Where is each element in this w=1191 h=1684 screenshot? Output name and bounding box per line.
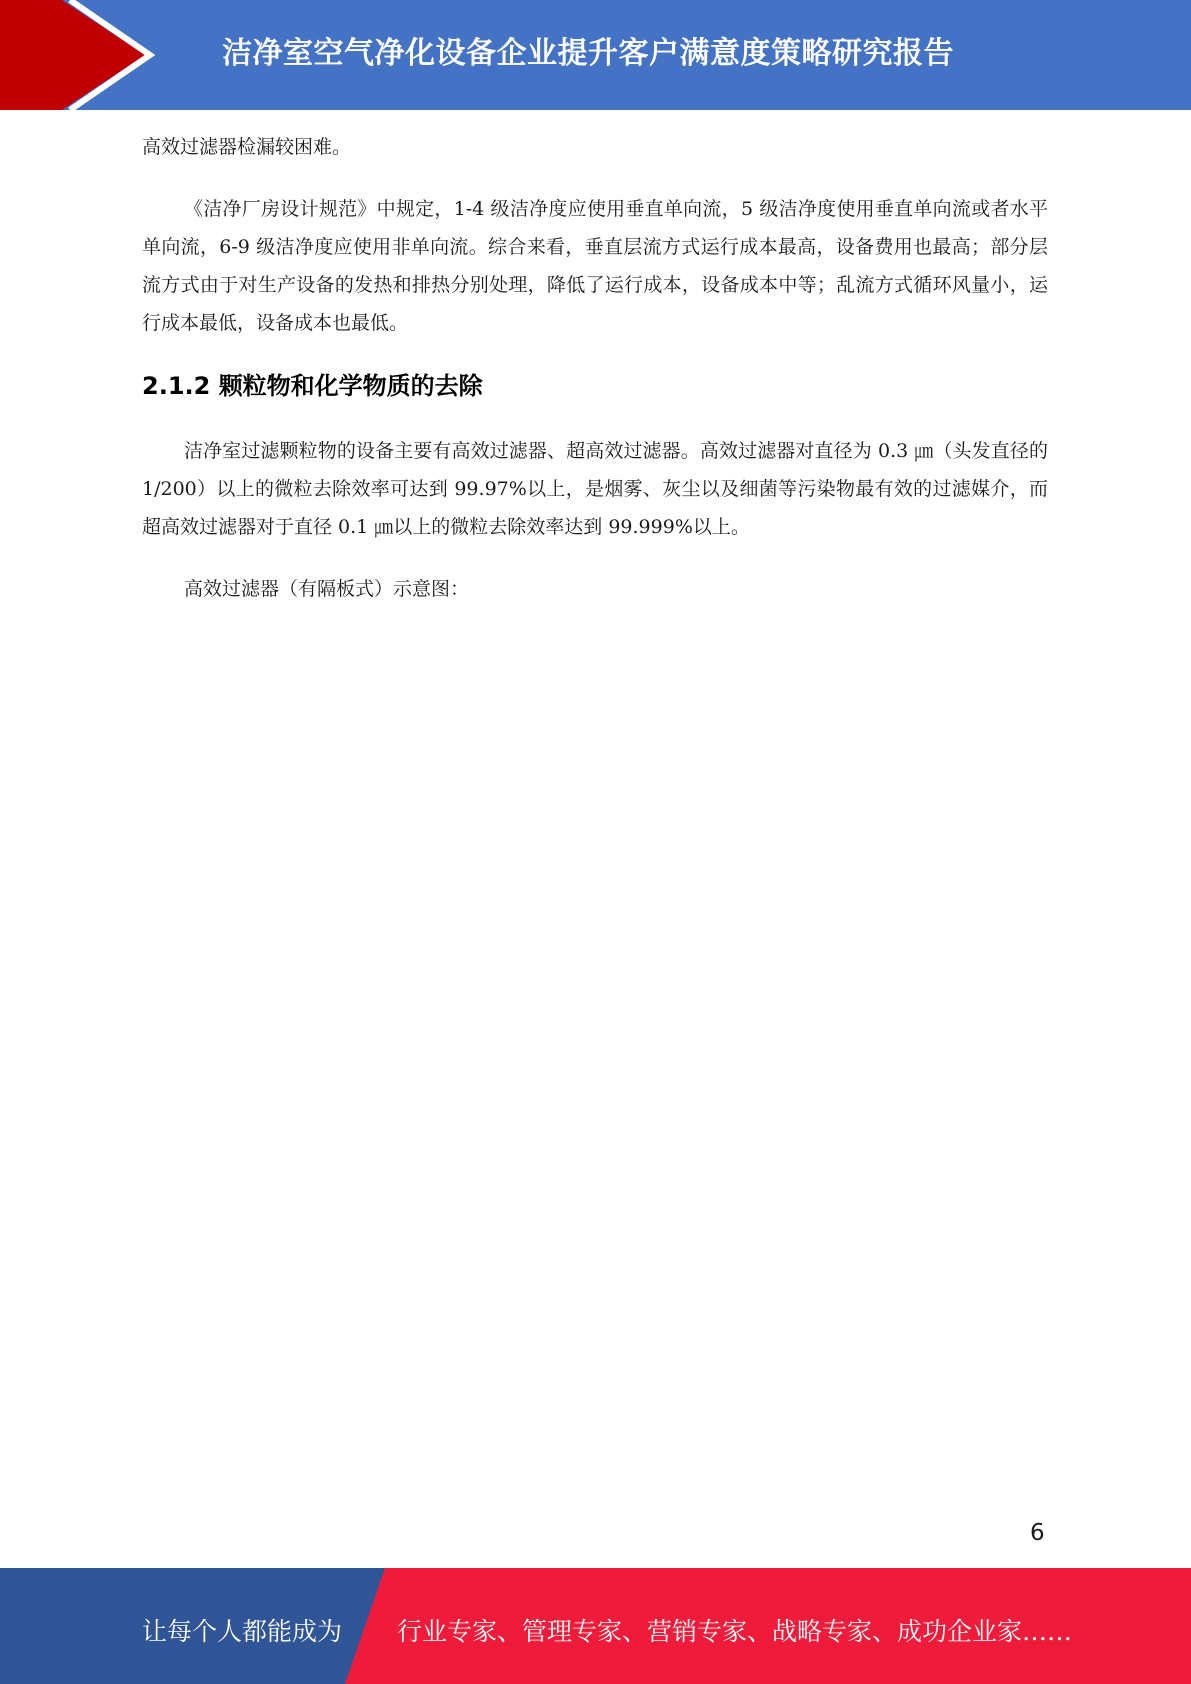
page-content (142, 128, 1048, 632)
body-paragraph-1: 高效过滤器检漏较困难。 (142, 136, 352, 158)
page-number: 6 (1030, 1520, 1045, 1546)
report-title: 洁净室空气净化设备企业提升客户满意度策略研究报告 (222, 36, 954, 71)
figure-caption: 高效过滤器（有隔板式）示意图： (184, 578, 470, 600)
page-header (0, 0, 1191, 110)
body-paragraph-2: 《洁净厂房设计规范》中规定，1-4 级洁净度应使用垂直单向流，5 级洁净度使用垂直单向流或者水平单向流，6-9 级洁净度应使用非单向流。综合来看，垂直层流方式运行成本最高，设备费用也最高；部分层流方式由于对生产设备的发热和排热分别处理，降低了运行成本，设备成本中等；乱流方式循环风量小，运行成本最低，设备成本也最低。 (142, 198, 1048, 334)
header-arrow-decoration (0, 0, 160, 110)
body-paragraph-3: 洁净室过滤颗粒物的设备主要有高效过滤器、超高效过滤器。高效过滤器对直径为 0.3 ㎛（头发直径的 1/200）以上的微粒去除效率可达到 99.97%以上，是烟雾、灰尘以及细菌等污染物最有效的过滤媒介，而超高效过滤器对于直径 0.1 ㎛以上的微粒去除效率达到 99.999%以上。 (142, 440, 1048, 538)
footer-slogan-right: 行业专家、管理专家、营销专家、战略专家、成功企业家…… (397, 1617, 1073, 1646)
section-heading: 2.1.2 颗粒物和化学物质的去除 (142, 372, 483, 400)
page-footer (0, 1568, 1191, 1684)
footer-slogan-left: 让每个人都能成为 (142, 1617, 343, 1646)
